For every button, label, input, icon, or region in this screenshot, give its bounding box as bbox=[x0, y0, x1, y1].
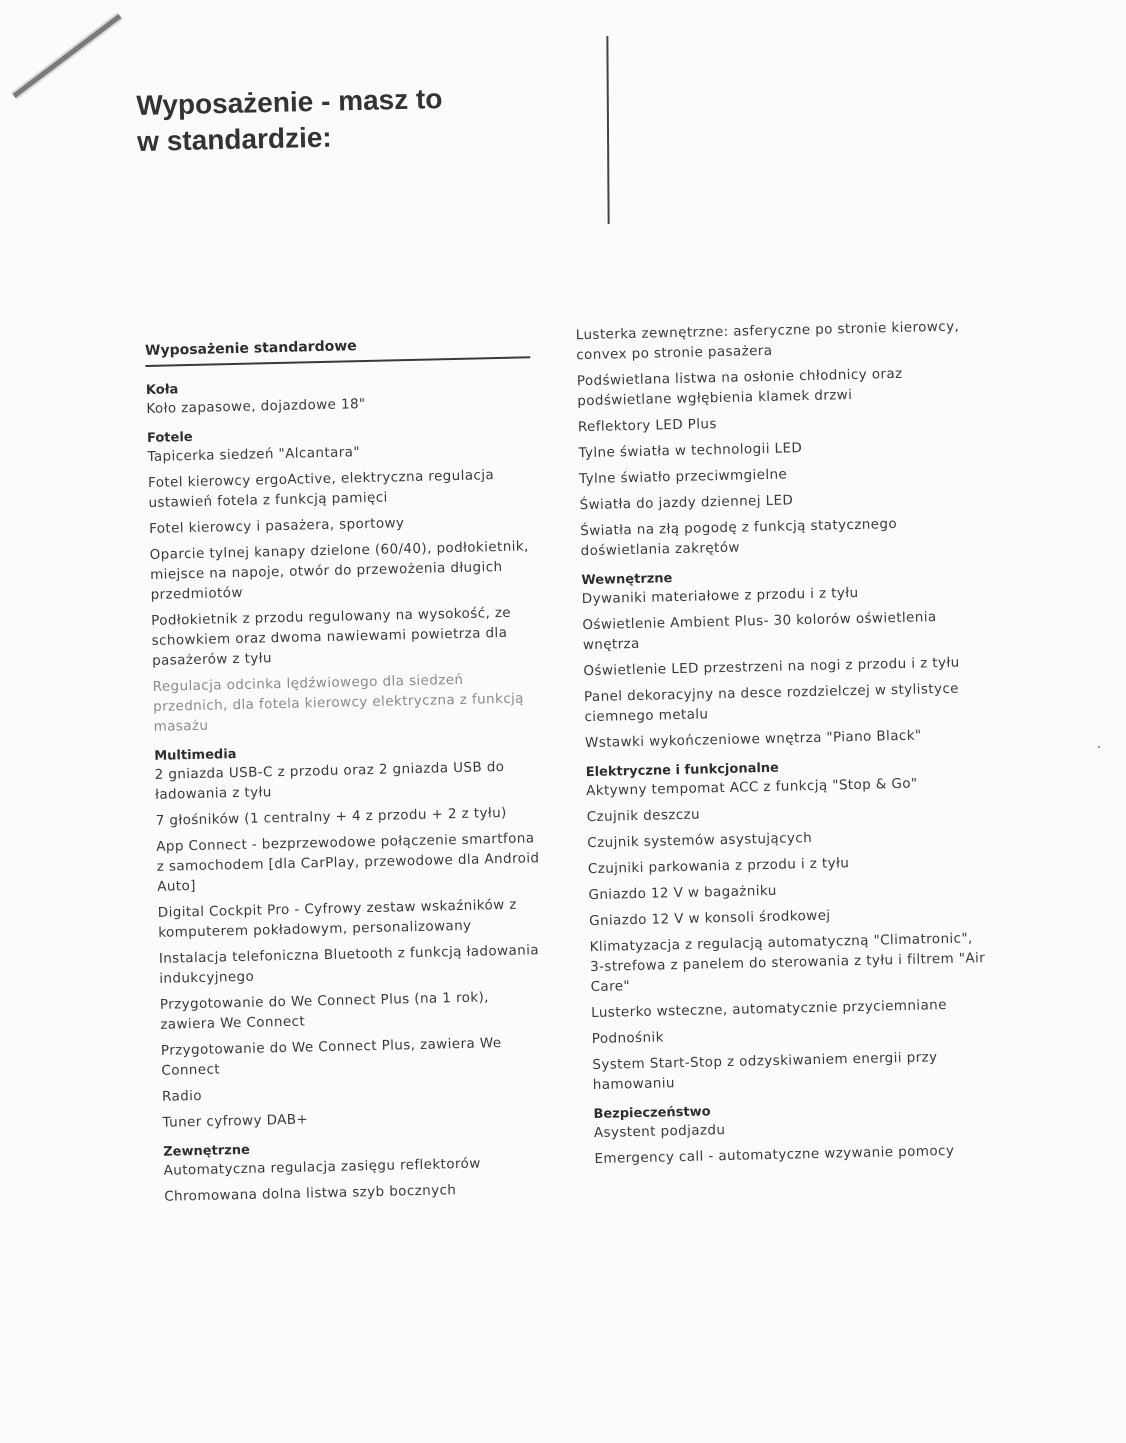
feature-list bbox=[586, 772, 993, 1095]
feature-item: Emergency call - automatyczne wzywanie pomocy bbox=[594, 1142, 955, 1168]
feature-item: Reflektory LED Plus bbox=[577, 416, 717, 436]
feature-item: Regulacja odcinka lędźwiowego dla siedzeń przednich, dla fotela kierowcy elektryczna z funkcją masażu bbox=[152, 671, 525, 735]
feature-item: App Connect - bezprzewodowe połączenie smartfona z samochodem [dla CarPlay, przewodowe dla Android Auto] bbox=[156, 830, 540, 895]
feature-item: Radio bbox=[161, 1087, 203, 1105]
feature-item: Światła do jazdy dziennej LED bbox=[579, 492, 794, 514]
feature-item: Czujnik systemów asystujących bbox=[587, 829, 813, 852]
heading-rule bbox=[145, 356, 530, 367]
feature-item: Tylne światło przeciwmgielne bbox=[578, 466, 788, 488]
feature-item: Oparcie tylnej kanapy dzielone (60/40), podłokietnik, miejsce na napoje, otwór do przewożenia długich przedmiotów bbox=[149, 538, 529, 603]
title-line-2: w standardzie: bbox=[136, 121, 332, 157]
feature-list bbox=[154, 756, 547, 1133]
feature-item: Światła na złą pogodę z funkcją statycznego doświetlania zakrętów bbox=[580, 515, 898, 560]
feature-item: Klimatyzacja z regulacją automatyczną "Climatronic", 3-strefowa z panelem do sterowania z tyłu i filtrem "Air Care" bbox=[589, 930, 986, 996]
feature-item: Gniazdo 12 V w konsoli środkowej bbox=[588, 907, 831, 930]
feature-item: Podłokietnik z przodu regulowany na wysokość, ze schowkiem oraz dwoma nawiewami powietrza dla pasażerów z tyłu bbox=[151, 604, 512, 669]
feature-item: Tuner cyfrowy DAB+ bbox=[162, 1111, 309, 1131]
feature-item: Fotel kierowcy ergoActive, elektryczna regulacja ustawień fotela z funkcją pamięci bbox=[147, 467, 495, 511]
feature-item: Podnośnik bbox=[591, 1029, 665, 1048]
category-bezpieczenstwo: Bezpieczeństwo bbox=[593, 1104, 711, 1123]
feature-item: Podświetlana listwa na osłonie chłodnicy oraz podświetlane wgłębienia klamek drzwi bbox=[576, 365, 903, 410]
feature-item: Oświetlenie LED przestrzeni na nogi z przodu i z tyłu bbox=[583, 654, 960, 680]
feature-item: Tapicerka siedzeń "Alcantara" bbox=[147, 444, 361, 465]
feature-item: Instalacja telefoniczna Bluetooth z funkcją ładowania indukcyjnego bbox=[158, 942, 540, 987]
feature-item: Asystent podjazdu bbox=[593, 1122, 726, 1142]
feature-item: Czujniki parkowania z przodu i z tyłu bbox=[587, 855, 850, 878]
category-fotele: Fotele bbox=[146, 429, 193, 446]
category-elektryczne-i-funkcjonalne: Elektryczne i funkcjonalne bbox=[585, 760, 780, 781]
feature-item: Automatyczna regulacja zasięgu reflektorów bbox=[163, 1155, 481, 1179]
section-heading: Wyposażenie standardowe bbox=[144, 338, 357, 359]
left-column bbox=[145, 334, 550, 1213]
feature-item: System Start-Stop z odzyskiwaniem energii przy hamowaniu bbox=[592, 1049, 938, 1094]
right-column bbox=[576, 316, 995, 1175]
feature-item: Fotel kierowcy i pasażera, sportowy bbox=[148, 515, 405, 537]
category-multimedia: Multimedia bbox=[154, 747, 237, 764]
category-kola: Koła bbox=[145, 382, 179, 398]
feature-list bbox=[576, 316, 981, 561]
feature-list bbox=[163, 1152, 549, 1207]
feature-list bbox=[594, 1114, 995, 1169]
feature-item: Wstawki wykończeniowe wnętrza "Piano Black" bbox=[584, 727, 922, 752]
feature-item: Dywaniki materiałowe z przodu i z tyłu bbox=[581, 584, 859, 608]
feature-item: Digital Cockpit Pro - Cyfrowy zestaw wskaźników z komputerem pokładowym, personalizowany bbox=[157, 896, 517, 941]
category-wewnetrzne: Wewnętrzne bbox=[581, 571, 673, 589]
feature-item: 7 głośników (1 centralny + 4 z przodu + 2 z tyłu) bbox=[155, 804, 507, 829]
feature-item: Tylne światła w technologii LED bbox=[578, 440, 803, 462]
feature-item: Oświetlenie Ambient Plus- 30 kolorów oświetlenia wnętrza bbox=[582, 609, 937, 654]
feature-item: 2 gniazda USB-C z przodu oraz 2 gniazda USB do ładowania z tyłu bbox=[154, 758, 505, 803]
feature-list bbox=[582, 580, 986, 753]
feature-item: Panel dekoracyjny na desce rozdzielczej w stylistyce ciemnego metalu bbox=[583, 680, 960, 726]
feature-item: Czujnik deszczu bbox=[586, 806, 701, 826]
feature-item: Gniazdo 12 V w bagażniku bbox=[588, 882, 777, 904]
feature-item: Przygotowanie do We Connect Plus (na 1 rok), zawiera We Connect bbox=[159, 989, 490, 1033]
feature-item: Chromowana dolna listwa szyb bocznych bbox=[164, 1182, 457, 1205]
feature-list bbox=[147, 438, 538, 737]
feature-item: Lusterko wsteczne, automatycznie przyciemniane bbox=[591, 996, 947, 1022]
feature-item: Lusterka zewnętrzne: asferyczne po stronie kierowcy, convex po stronie pasażera bbox=[575, 318, 960, 364]
feature-item: Koło zapasowe, dojazdowe 18" bbox=[146, 396, 366, 417]
feature-item: Przygotowanie do We Connect Plus, zawiera We Connect bbox=[160, 1035, 502, 1079]
feature-item: Aktywny tempomat ACC z funkcją "Stop & Go" bbox=[585, 775, 918, 800]
category-zewnetrzne: Zewnętrzne bbox=[163, 1142, 250, 1160]
title-line-1: Wyposażenie - masz to bbox=[136, 83, 443, 121]
